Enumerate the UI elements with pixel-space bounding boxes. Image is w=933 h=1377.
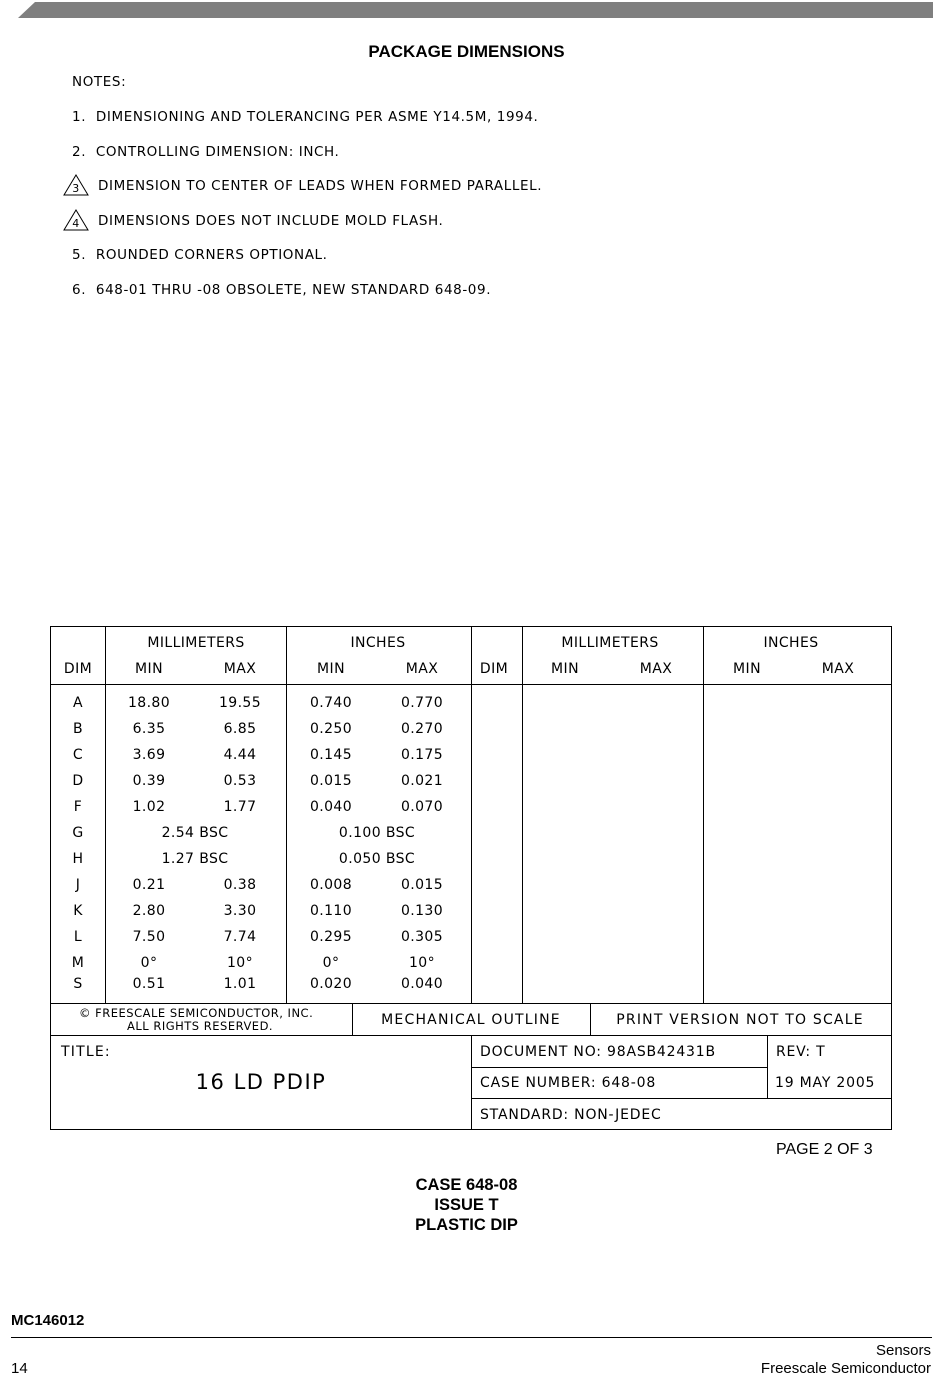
header-mm-max-2: MAX [639, 661, 673, 677]
cell-mm-max: 7.74 [223, 929, 257, 945]
cell-in-max: 0.175 [400, 747, 444, 763]
cell-mm-min: 2.80 [132, 903, 166, 919]
cell-mm-max: 1.01 [223, 976, 257, 992]
cell-dim: M [71, 955, 85, 971]
header-in-max-2: MAX [821, 661, 855, 677]
cell-in-max: 0.040 [400, 976, 444, 992]
footer-company: Freescale Semiconductor [760, 1360, 931, 1377]
case-number: CASE NUMBER: 648-08 [480, 1075, 657, 1091]
cell-in-min: 0.250 [309, 721, 353, 737]
cell-in-max: 10° [408, 955, 436, 971]
cell-in-min: 0.040 [309, 799, 353, 815]
cell-in-max: 0.021 [400, 773, 444, 789]
cell-mm-span: 1.27 BSC [161, 851, 229, 867]
header-inches: INCHES [350, 635, 406, 651]
triangle-note-icon [63, 174, 89, 196]
footer-rule [11, 1337, 932, 1338]
title-label: TITLE: [61, 1044, 111, 1060]
page-title: PACKAGE DIMENSIONS [368, 42, 565, 61]
cell-mm-min: 0.39 [132, 773, 166, 789]
cell-dim: C [72, 747, 84, 763]
print-version: PRINT VERSION NOT TO SCALE [616, 1012, 864, 1028]
cell-mm-min: 0.51 [132, 976, 166, 992]
svg-text:3: 3 [72, 182, 80, 195]
drawing-title: 16 LD PDIP [195, 1070, 327, 1094]
cell-mm-max: 0.53 [223, 773, 257, 789]
cell-mm-max: 10° [226, 955, 254, 971]
cell-in-min: 0.020 [309, 976, 353, 992]
cell-in-span: 0.050 BSC [338, 851, 416, 867]
copyright-text: © FREESCALE SEMICONDUCTOR, INC. [79, 1006, 314, 1020]
cell-dim: H [72, 851, 84, 867]
header-dim: DIM [63, 661, 93, 677]
header-in-min-2: MIN [733, 661, 761, 677]
cell-dim: B [72, 721, 84, 737]
cell-dim: K [73, 903, 83, 919]
footer-page-number: 14 [11, 1360, 28, 1377]
cell-mm-min: 7.50 [132, 929, 166, 945]
svg-text:4: 4 [72, 217, 80, 230]
case-caption-1: CASE 648-08 [415, 1176, 518, 1194]
header-bar [0, 0, 933, 22]
header-inches-2: INCHES [763, 635, 819, 651]
cell-in-min: 0.008 [309, 877, 353, 893]
cell-dim: A [73, 695, 83, 711]
mechanical-outline: MECHANICAL OUTLINE [381, 1012, 561, 1028]
issue-date: 19 MAY 2005 [775, 1075, 876, 1091]
case-caption-3: PLASTIC DIP [415, 1216, 518, 1234]
copyright-block [79, 1007, 313, 1033]
header-mm-min: MIN [135, 661, 163, 677]
case-caption-2: ISSUE T [434, 1196, 499, 1214]
cell-in-span: 0.100 BSC [338, 825, 416, 841]
header-in-min: MIN [317, 661, 345, 677]
revision: REV: T [776, 1044, 826, 1060]
cell-dim: F [73, 799, 83, 815]
cell-in-min: 0.295 [309, 929, 353, 945]
cell-in-min: 0.740 [309, 695, 353, 711]
cell-mm-min: 1.02 [132, 799, 166, 815]
note-6: 6. 648-01 THRU -08 OBSOLETE, NEW STANDARD 648-09. [72, 282, 492, 298]
cell-mm-max: 3.30 [223, 903, 257, 919]
cell-in-min: 0.015 [309, 773, 353, 789]
notes-heading: NOTES: [72, 74, 127, 90]
standard: STANDARD: NON-JEDEC [480, 1107, 662, 1123]
cell-mm-max: 4.44 [223, 747, 257, 763]
cell-in-min: 0° [322, 955, 340, 971]
header-mm-max: MAX [223, 661, 257, 677]
cell-in-max: 0.305 [400, 929, 444, 945]
cell-mm-min: 18.80 [127, 695, 171, 711]
cell-mm-min: 0.21 [132, 877, 166, 893]
cell-dim: S [73, 976, 83, 992]
cell-in-max: 0.015 [400, 877, 444, 893]
cell-dim: J [75, 877, 81, 893]
cell-mm-max: 19.55 [218, 695, 262, 711]
cell-mm-min: 0° [140, 955, 158, 971]
cell-dim: D [72, 773, 84, 789]
cell-dim: L [73, 929, 83, 945]
footer-part-number: MC146012 [11, 1312, 85, 1329]
cell-mm-span: 2.54 BSC [161, 825, 229, 841]
cell-in-min: 0.110 [309, 903, 353, 919]
header-mm-min-2: MIN [551, 661, 579, 677]
cell-in-min: 0.145 [309, 747, 353, 763]
page-of: PAGE 2 OF 3 [776, 1141, 873, 1158]
cell-in-max: 0.770 [400, 695, 444, 711]
cell-dim: G [72, 825, 84, 841]
cell-in-max: 0.130 [400, 903, 444, 919]
footer-category: Sensors [875, 1342, 931, 1359]
note-5: 5. ROUNDED CORNERS OPTIONAL. [72, 247, 328, 263]
cell-mm-min: 6.35 [132, 721, 166, 737]
cell-mm-max: 6.85 [223, 721, 257, 737]
cell-mm-max: 1.77 [223, 799, 257, 815]
header-dim-2: DIM [479, 661, 509, 677]
cell-mm-min: 3.69 [132, 747, 166, 763]
document-number: DOCUMENT NO: 98ASB42431B [480, 1044, 716, 1060]
dimension-table [50, 626, 892, 1130]
note-1: 1. DIMENSIONING AND TOLERANCING PER ASME Y14.5M, 1994. [72, 109, 539, 125]
header-in-max: MAX [405, 661, 439, 677]
rights-text: ALL RIGHTS RESERVED. [127, 1019, 274, 1033]
cell-mm-max: 0.38 [223, 877, 257, 893]
cell-in-max: 0.070 [400, 799, 444, 815]
header-millimeters-2: MILLIMETERS [561, 635, 659, 651]
note-2: 2. CONTROLLING DIMENSION: INCH. [72, 144, 340, 160]
header-millimeters: MILLIMETERS [147, 635, 245, 651]
triangle-note-icon [63, 209, 89, 231]
cell-in-max: 0.270 [400, 721, 444, 737]
